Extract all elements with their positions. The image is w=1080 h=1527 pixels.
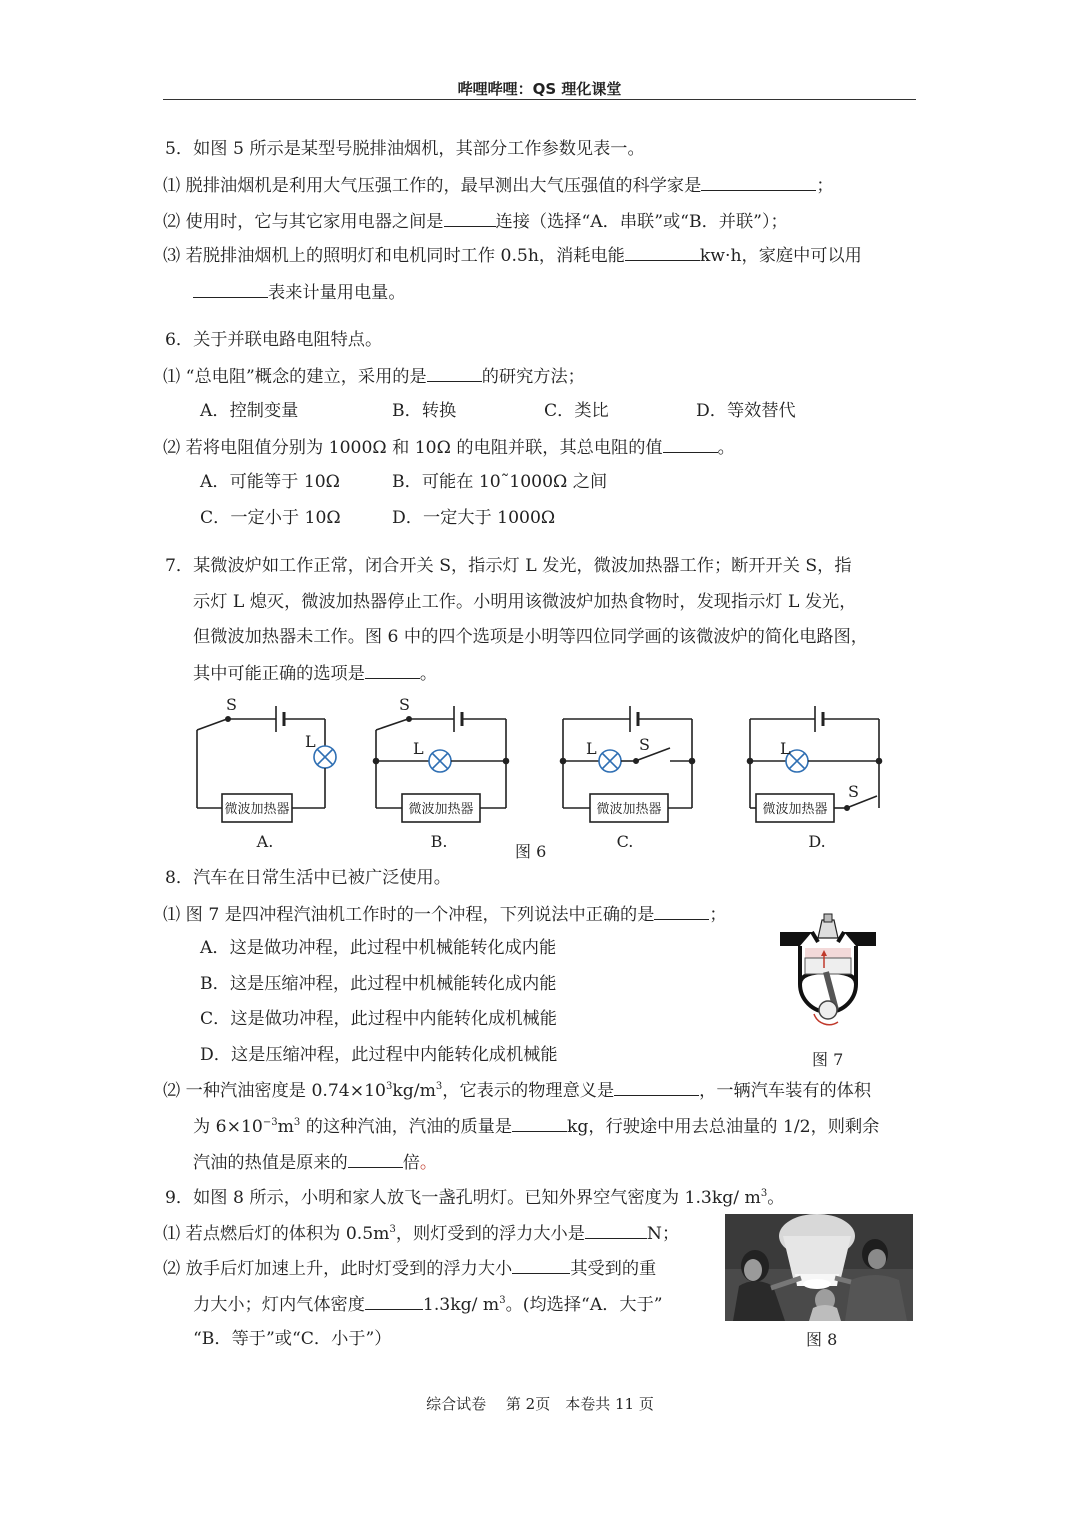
- q5-part1-answer-blank[interactable]: [701, 173, 816, 191]
- q5-part2-end: 连接（选择“A．串联”或“B．并联”）；: [495, 212, 788, 232]
- q6-part1-text: “总电阻”概念的建立，采用的是: [185, 367, 427, 387]
- q8-part2-volume-text: ，一辆汽车装有的体积: [699, 1081, 872, 1101]
- q9-part2-answer-blank-1[interactable]: [512, 1256, 570, 1274]
- q5-part3-line2-text: 表来计量用电量。: [268, 283, 406, 303]
- q8-part2-line3-text: 汽油的热值是原来的: [193, 1153, 348, 1173]
- q8-part2-exponent-2: 3: [435, 1081, 443, 1092]
- q5-stem: 5．如图 5 所示是某型号脱排油烟机，其部分工作参数见表一。: [165, 139, 645, 159]
- q9-part2-text-end: 其受到的重: [570, 1259, 657, 1279]
- q9-part2-line2-text: 力大小；灯内气体密度: [193, 1295, 365, 1315]
- q8-part1-number: ⑴: [163, 905, 181, 925]
- q8-part2-line2-unit: m: [277, 1117, 294, 1137]
- q8-part2-exponent-1: 3: [386, 1081, 393, 1092]
- q6-part2-option-b: B．可能在 10˜1000Ω 之间: [392, 472, 608, 492]
- q9-part2-line2: [193, 1292, 663, 1317]
- circuit-a-option-label: A.: [256, 832, 274, 851]
- q9-part2-line2-exponent: 3: [499, 1295, 506, 1306]
- q5-part1-text: 脱排油烟机是利用大气压强工作的，最早测出大气压强值的科学家是: [185, 176, 702, 196]
- circuit-d-option-label: D.: [808, 832, 826, 851]
- q9-part2-answer-blank-2[interactable]: [365, 1292, 423, 1310]
- q5-part2: [163, 209, 788, 234]
- q6-part2-option-c: C．一定小于 10Ω: [200, 508, 341, 528]
- figure-7-caption: 图 7: [812, 1050, 844, 1069]
- q9-part1-volume-text: 若点燃后灯的体积为 0.5m: [185, 1224, 390, 1244]
- q5-part1-end: ；: [816, 176, 834, 196]
- q9-part2-line3: “B．等于”或“C．小于”）: [193, 1329, 392, 1349]
- circuit-c-switch-label: S: [639, 735, 650, 754]
- q8-part2-line2-mass-text: 的这种汽油，汽油的质量是: [300, 1117, 513, 1137]
- q6-part1-option-d: D．等效替代: [696, 401, 796, 421]
- q8-part1-option-d: D．这是压缩冲程，此过程中内能转化成机械能: [200, 1045, 558, 1065]
- q5-part3-text: 若脱排油烟机上的照明灯和电机同时工作 0.5h，消耗电能: [185, 246, 625, 266]
- q6-part1-end: 的研究方法；: [481, 367, 585, 387]
- q9-part1: [163, 1221, 679, 1246]
- q9-part2-number: ⑵: [163, 1259, 181, 1279]
- q9-part1-number: ⑴: [163, 1224, 181, 1244]
- q8-part1-end: ；: [709, 905, 727, 925]
- q5-part3-answer-blank-1[interactable]: [625, 243, 700, 261]
- q6-part1-number: ⑴: [163, 367, 181, 387]
- q8-part2-line2-end: kg，行驶途中用去总油量的 1/2，则剩余: [567, 1117, 880, 1137]
- q5-part3-line2: [193, 280, 406, 305]
- q9-part1-buoyancy-text: ，则灯受到的浮力大小是: [395, 1224, 585, 1244]
- q8-stem: 8．汽车在日常生活中已被广泛使用。: [165, 868, 451, 888]
- q5-part1: [163, 173, 834, 198]
- q5-part1-number: ⑴: [163, 176, 181, 196]
- q8-part2-answer-blank-1[interactable]: [614, 1078, 699, 1096]
- q6-part1-option-b: B．转换: [392, 401, 457, 421]
- figure-6-circuits: [180, 690, 900, 855]
- q9-stem-exponent: 3: [760, 1188, 768, 1199]
- q9-part2-line2-density: 1.3kg/ m: [422, 1295, 500, 1315]
- circuit-c-heater-label: 微波加热器: [596, 802, 662, 817]
- figure-8-caption: 图 8: [806, 1330, 838, 1349]
- circuit-b-option-label: B.: [430, 832, 448, 851]
- q7-line4-end: 。: [419, 664, 438, 684]
- q5-part3-mid: kw·h，家庭中可以用: [699, 246, 862, 266]
- q8-part1-option-b: B．这是压缩冲程，此过程中机械能转化成内能: [200, 974, 557, 994]
- q9-stem-text: 9．如图 8 所示，小明和家人放飞一盏孔明灯。已知外界空气密度为 1.3kg/ m: [165, 1188, 761, 1208]
- q6-part2-number: ⑵: [163, 438, 181, 458]
- q8-part2-line2-exponent-2: 3: [293, 1117, 301, 1128]
- q8-part1-answer-blank[interactable]: [654, 902, 709, 920]
- q5-part2-answer-blank[interactable]: [444, 209, 496, 227]
- page-header-title: 哔哩哔哩：QS 理化课堂: [457, 80, 622, 98]
- q8-part2-line2: [193, 1114, 879, 1139]
- q6-part1: [163, 364, 585, 389]
- q8-part2-line1: [163, 1078, 871, 1103]
- circuit-d-heater-label: 微波加热器: [762, 802, 828, 817]
- q6-part2-end: 。: [717, 438, 735, 458]
- q9-part1-end: N；: [646, 1224, 680, 1244]
- header-rule: [163, 99, 916, 100]
- q6-part2-text: 若将电阻值分别为 1000Ω 和 10Ω 的电阻并联，其总电阻的值: [185, 438, 663, 458]
- q8-part2-answer-blank-2[interactable]: [512, 1114, 567, 1132]
- q6-part2-answer-blank[interactable]: [663, 435, 718, 453]
- q8-part1-option-a: A．这是做功冲程，此过程中机械能转化成内能: [200, 938, 557, 958]
- q8-part2-density-text: 一种汽油密度是 0.74×10: [185, 1081, 386, 1101]
- q6-part1-option-a: A．控制变量: [200, 401, 299, 421]
- q8-part2-line3: [193, 1150, 437, 1175]
- q9-part2-line1: [163, 1256, 656, 1281]
- circuit-b-switch-label: S: [399, 695, 410, 714]
- q7-line2: 示灯 L 熄灭，微波加热器停止工作。小明用该微波炉加热食物时，发现指示灯 L 发光，: [193, 592, 857, 612]
- q9-stem: [165, 1186, 784, 1210]
- q8-part1-option-c: C．这是做功冲程，此过程中内能转化成机械能: [200, 1009, 557, 1029]
- q7-answer-blank[interactable]: [365, 661, 420, 679]
- circuit-b-lamp-label: L: [413, 739, 424, 758]
- q8-part2-line3-period: 。: [419, 1153, 438, 1173]
- q8-part1: [163, 902, 727, 927]
- q9-part2-text: 放手后灯加速上升，此时灯受到的浮力大小: [185, 1259, 513, 1279]
- circuit-a-heater-label: 微波加热器: [224, 802, 290, 817]
- q9-part1-answer-blank[interactable]: [585, 1221, 647, 1239]
- q8-part2-answer-blank-3[interactable]: [348, 1150, 403, 1168]
- figure-8-sky-lantern-photo: [725, 1214, 913, 1321]
- page-footer: 综合试卷 第 2页 本卷共 11 页: [426, 1395, 654, 1413]
- q5-part2-number: ⑵: [163, 212, 181, 232]
- figure-6-caption: 图 6: [515, 842, 547, 861]
- circuit-d-switch-label: S: [848, 782, 859, 801]
- circuit-b-heater-label: 微波加热器: [408, 802, 474, 817]
- q6-part2-option-a: A．可能等于 10Ω: [200, 472, 340, 492]
- q5-part3: [163, 243, 862, 268]
- q5-part2-text: 使用时，它与其它家用电器之间是: [185, 212, 444, 232]
- q8-part1-text: 图 7 是四冲程汽油机工作时的一个冲程，下列说法中正确的是: [185, 905, 655, 925]
- circuit-a-switch-label: S: [226, 695, 237, 714]
- q7-line4: [193, 661, 437, 686]
- q8-part2-line2-volume: 为 6×10: [193, 1117, 263, 1137]
- circuit-c-lamp-label: L: [586, 739, 597, 758]
- q6-part1-option-c: C．类比: [544, 401, 609, 421]
- q6-part1-answer-blank[interactable]: [427, 364, 482, 382]
- q9-part1-exponent: 3: [389, 1224, 396, 1235]
- q9-stem-end: 。: [767, 1188, 785, 1208]
- q8-part2-line3-unit: 倍: [402, 1153, 420, 1173]
- q5-part3-number: ⑶: [163, 246, 181, 266]
- q7-line3: 但微波加热器未工作。图 6 中的四个选项是小明等四位同学画的该微波炉的简化电路图，: [193, 627, 868, 647]
- circuit-d-lamp-label: L: [780, 739, 791, 758]
- q7-line1: 7．某微波炉如工作正常，闭合开关 S，指示灯 L 发光，微波加热器工作；断开开关 S，指: [165, 556, 852, 576]
- q5-part3-answer-blank-2[interactable]: [193, 280, 268, 298]
- q9-part2-line2-choice: 。(均选择“A．大于”: [505, 1295, 663, 1315]
- q7-line4-text: 其中可能正确的选项是: [193, 664, 365, 684]
- q6-stem: 6．关于并联电路电阻特点。: [165, 330, 383, 350]
- q8-part2-number: ⑵: [163, 1081, 181, 1101]
- q8-part2-meaning-text: ，它表示的物理意义是: [442, 1081, 615, 1101]
- q8-part2-unit: kg/m: [392, 1081, 436, 1101]
- circuit-a-lamp-label: L: [305, 732, 316, 751]
- q8-part2-line2-exponent: −3: [262, 1117, 278, 1128]
- circuit-c-option-label: C.: [616, 832, 634, 851]
- q6-part2-option-d: D．一定大于 1000Ω: [392, 508, 556, 528]
- q6-part2: [163, 435, 735, 460]
- figure-7-engine-illustration: [778, 912, 878, 1042]
